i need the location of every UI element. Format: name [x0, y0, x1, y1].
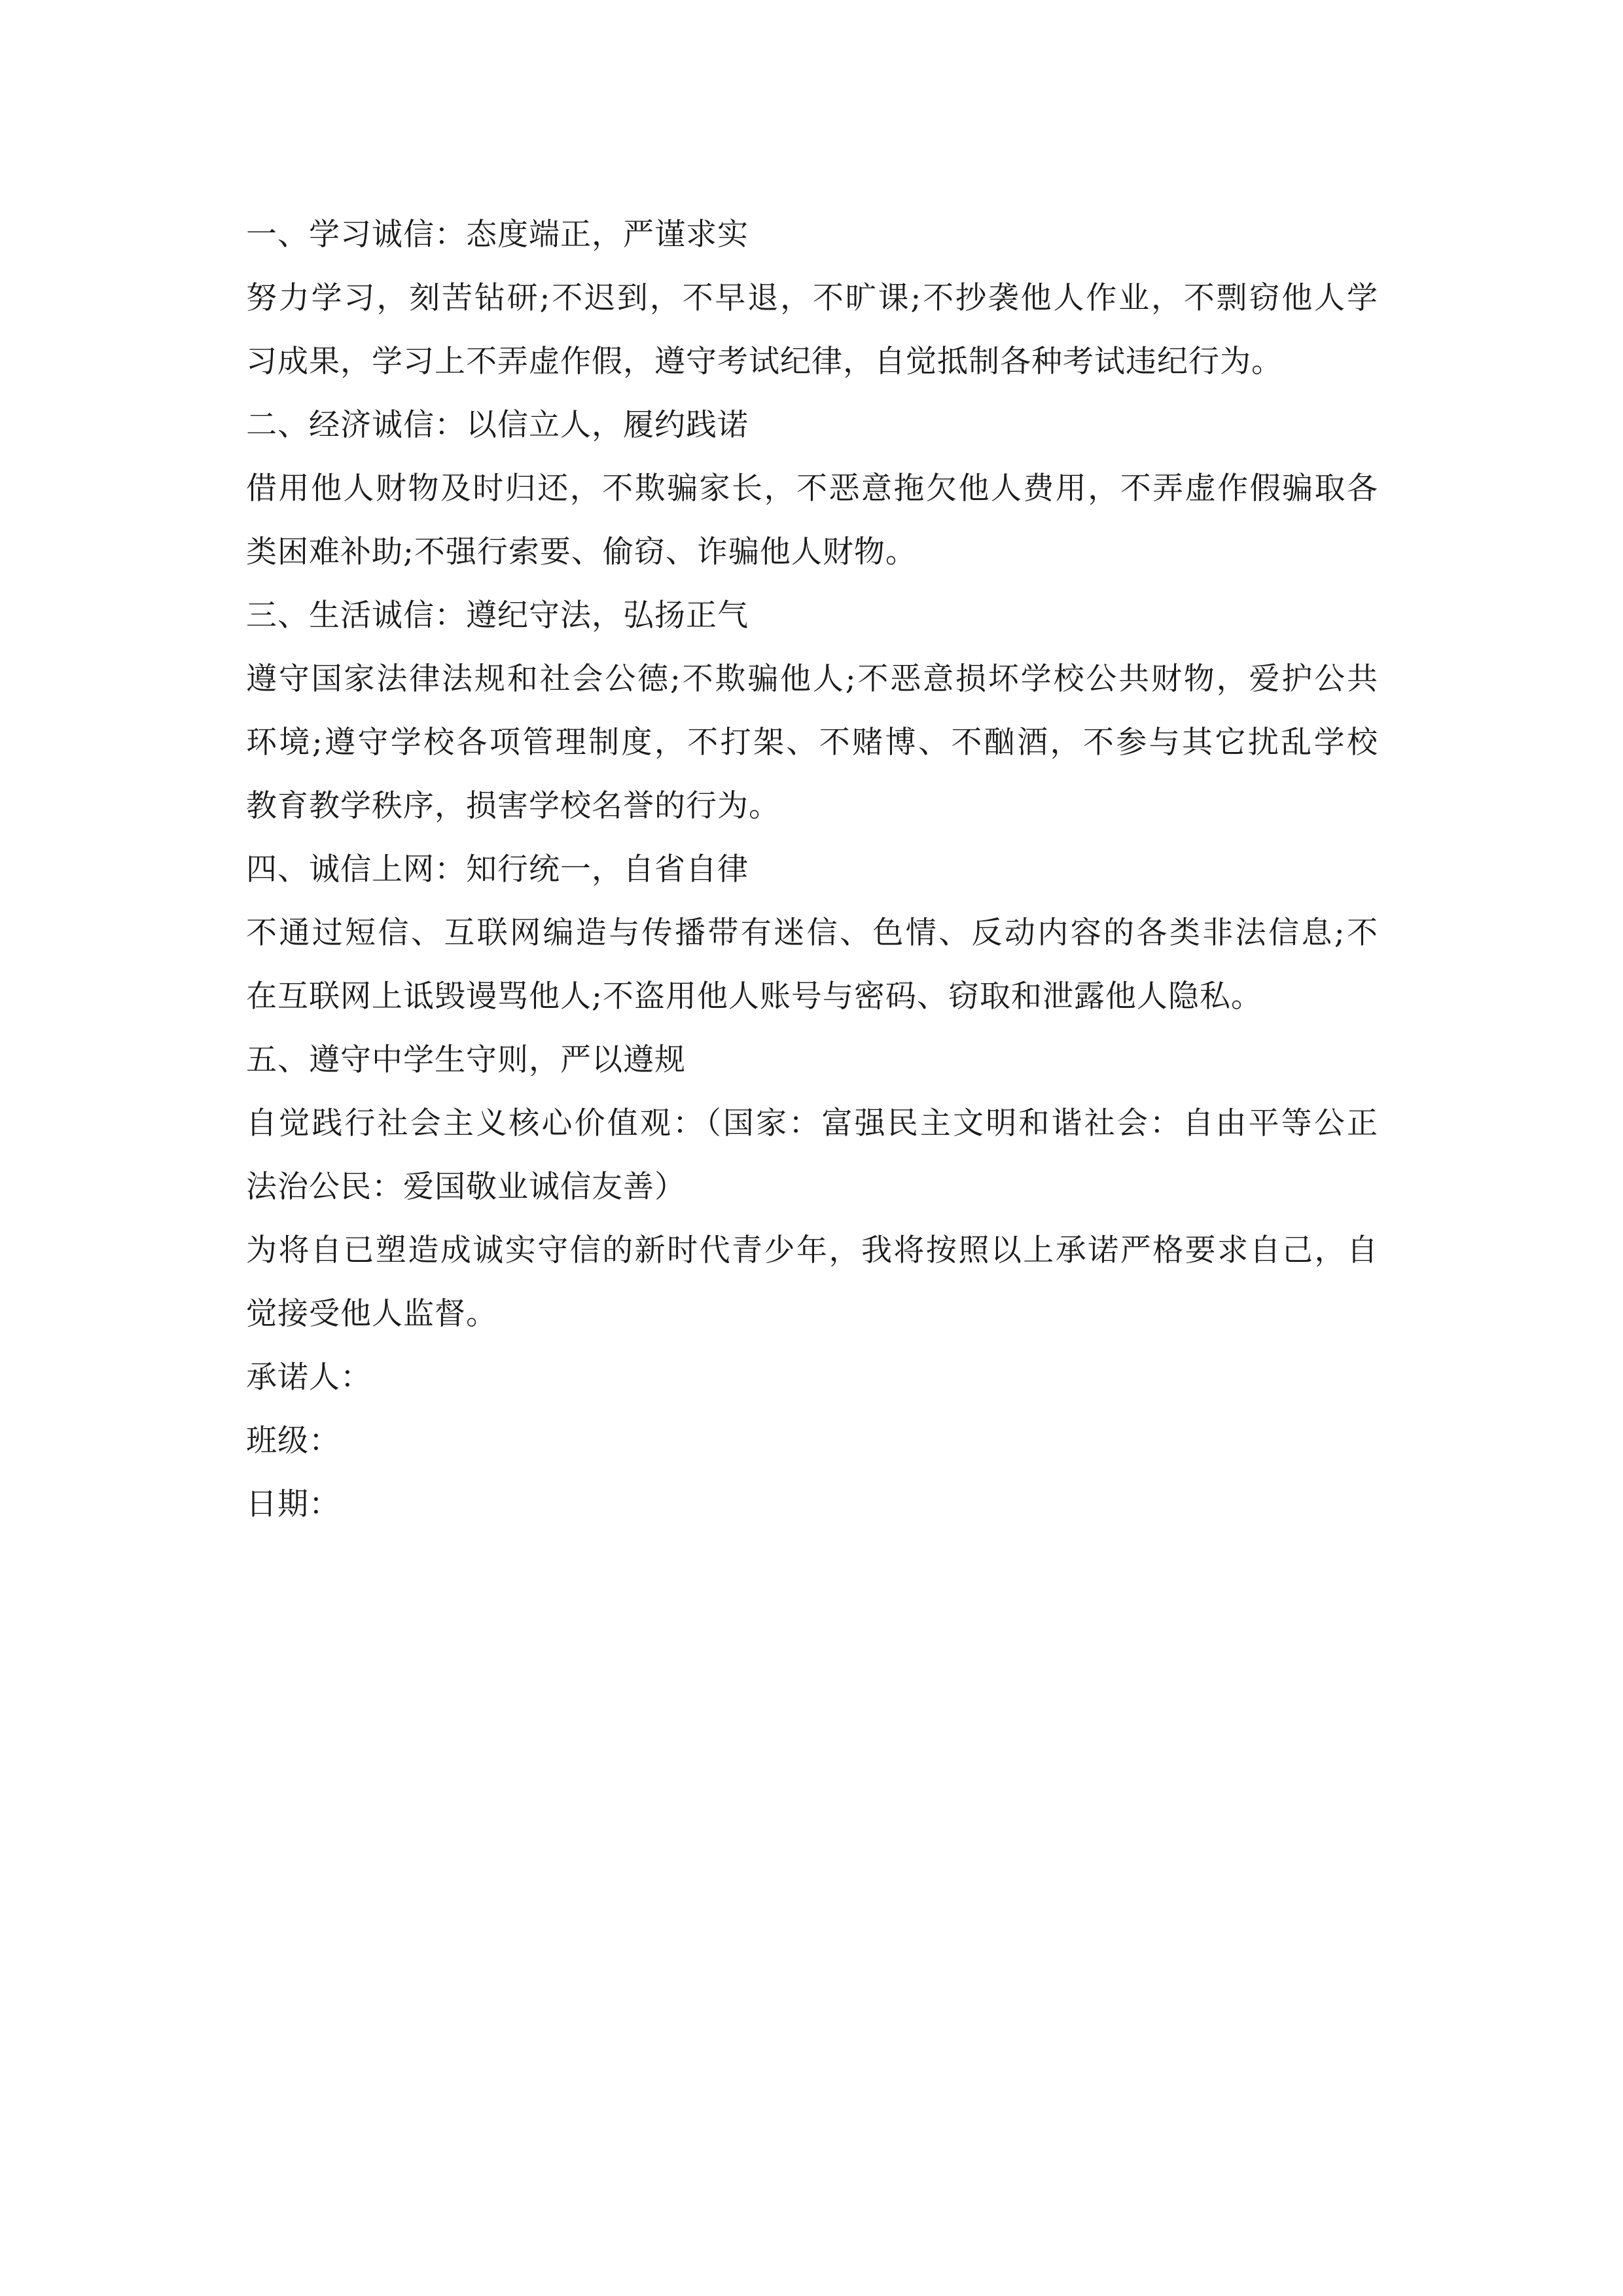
body-line: 不通过短信、互联网编造与传播带有迷信、色情、反动内容的各类非法信息;不	[246, 915, 1378, 951]
section-body-internet	[246, 901, 1378, 1028]
section-body-study	[246, 266, 1378, 393]
date-label: 日期：	[246, 1486, 340, 1522]
section-heading-rules: 五、遵守中学生守则，严以遵规	[246, 1042, 686, 1078]
section-heading-life: 三、生活诚信：遵纪守法，弘扬正气	[246, 598, 749, 634]
body-line: 法治公民：爱国敬业诚信友善）	[246, 1169, 686, 1205]
body-line: 觉接受他人监督。	[246, 1296, 497, 1332]
body-line: 在互联网上诋毁谩骂他人;不盗用他人账号与密码、窃取和泄露他人隐私。	[246, 978, 1262, 1014]
body-line: 环境;遵守学校各项管理制度，不打架、不赌博、不酗酒，不参与其它扰乱学校	[246, 725, 1378, 761]
class-label: 班级：	[246, 1423, 340, 1459]
body-line: 为将自已塑造成诚实守信的新时代青少年，我将按照以上承诺严格要求自己，自	[246, 1232, 1378, 1268]
closing-statement	[246, 1219, 1378, 1346]
promisor-label: 承诺人：	[246, 1359, 372, 1395]
body-line: 习成果，学习上不弄虚作假，遵守考试纪律，自觉抵制各种考试违纪行为。	[246, 344, 1283, 380]
section-body-life	[246, 647, 1378, 838]
document-body	[246, 203, 1378, 1536]
section-heading-internet: 四、诚信上网：知行统一，自省自律	[246, 852, 749, 888]
body-line: 借用他人财物及时归还，不欺骗家长，不恶意拖欠他人费用，不弄虚作假骗取各	[246, 471, 1378, 507]
body-line: 类困难补助;不强行索要、偷窃、诈骗他人财物。	[246, 534, 917, 570]
body-line: 努力学习，刻苦钻研;不迟到，不早退，不旷课;不抄袭他人作业，不剽窃他人学	[246, 280, 1378, 316]
body-line: 遵守国家法律法规和社会公德;不欺骗他人;不恶意损坏学校公共财物，爱护公共	[246, 661, 1378, 697]
body-line: 自觉践行社会主义核心价值观：（国家：富强民主文明和谐社会：自由平等公正	[246, 1105, 1378, 1141]
section-body-rules	[246, 1092, 1378, 1219]
section-heading-economy: 二、经济诚信：以信立人，履约践诺	[246, 407, 749, 443]
body-line: 教育教学秩序，损害学校名誉的行为。	[246, 788, 780, 824]
section-heading-study: 一、学习诚信：态度端正，严谨求实	[246, 217, 749, 253]
section-body-economy	[246, 457, 1378, 584]
